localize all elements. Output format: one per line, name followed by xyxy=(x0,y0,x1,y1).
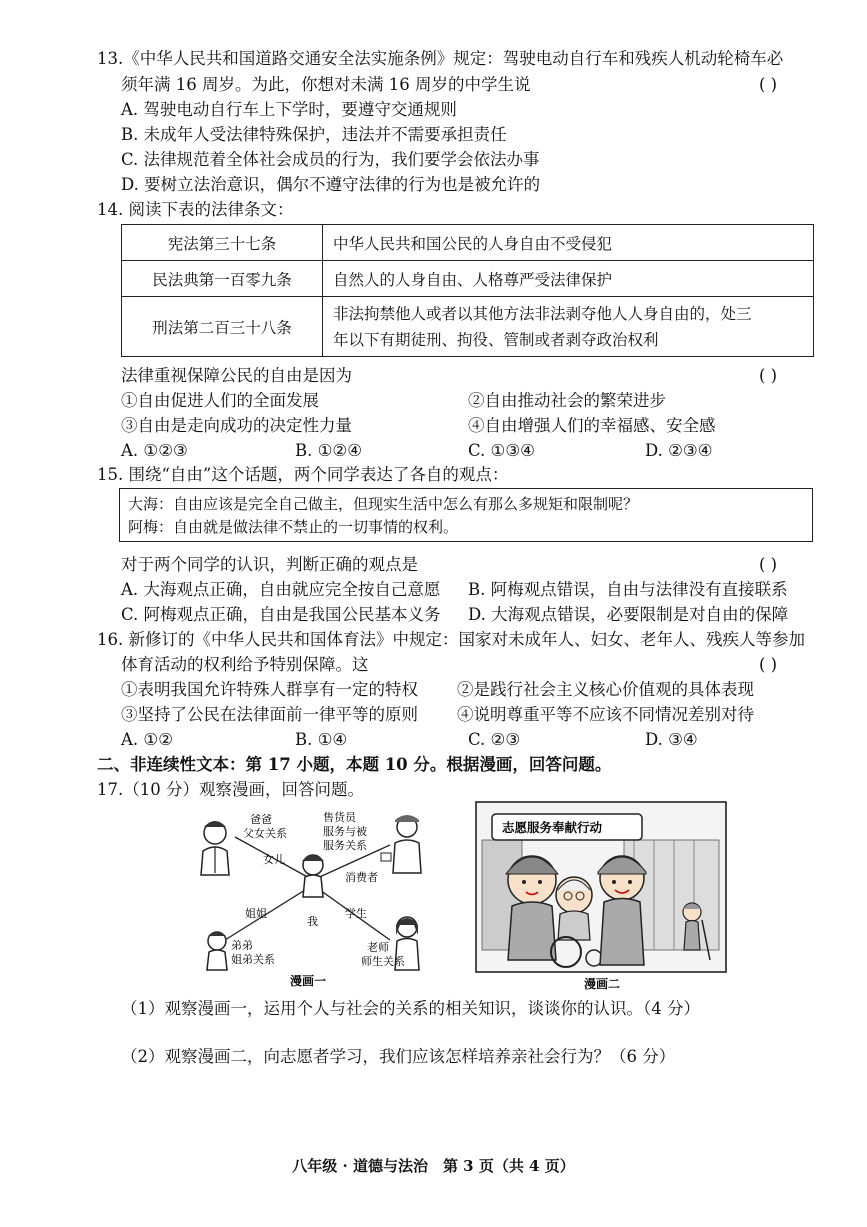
q14-question: 法律重视保障公民的自由是因为 xyxy=(121,366,352,385)
q14-choice-a: A. ①②③ xyxy=(121,441,188,460)
q15-option-d: D. 大海观点错误，必要限制是对自由的保障 xyxy=(468,605,789,624)
q16-item-4: ④说明尊重平等不应该不同情况差别对待 xyxy=(457,705,754,724)
label-serve: 服务与被 xyxy=(323,825,367,838)
q16-item-1: ①表明我国允许特殊人群享有一定的特权 xyxy=(121,680,418,699)
q14-choice-c: C. ①③④ xyxy=(468,441,535,460)
q14-answer-paren[interactable]: ( ) xyxy=(759,366,778,385)
q16-choice-b: B. ①④ xyxy=(295,730,348,749)
q16-line2: 体育活动的权利给予特别保障。这 xyxy=(121,655,369,674)
law-text-line: 非法拘禁他人或者以其他方法非法剥夺他人人身自由的，处三 xyxy=(333,304,752,323)
comic2-caption: 漫画二 xyxy=(584,977,621,991)
q14-stem: 14. 阅读下表的法律条文： xyxy=(97,200,294,219)
q13-option-b: B. 未成年人受法律特殊保护，违法并不需要承担责任 xyxy=(121,125,507,144)
q13-line2: 须年满 16 周岁。为此，你想对未满 16 周岁的中学生说 xyxy=(121,75,531,94)
q13-option-a: A. 驾驶电动自行车上下学时，要遵守交通规则 xyxy=(121,100,457,119)
law-text: 中华人民共和国公民的人身自由不受侵犯 xyxy=(323,225,814,261)
q16-answer-paren[interactable]: ( ) xyxy=(759,655,778,674)
q16-item-3: ③坚持了公民在法律面前一律平等的原则 xyxy=(121,705,418,724)
salesperson-figure-icon xyxy=(381,815,421,873)
label-daughter: 女儿 xyxy=(263,853,285,866)
brother-figure-icon xyxy=(207,932,227,971)
label-sibling-rel: 姐弟关系 xyxy=(231,953,275,966)
q15-question: 对于两个同学的认识，判断正确的观点是 xyxy=(121,555,418,574)
q15-option-b: B. 阿梅观点错误，自由与法律没有直接联系 xyxy=(468,580,788,599)
label-teacher: 老师 xyxy=(367,941,389,954)
law-text-line: 年以下有期徒刑、拘役、管制或者剥夺政治权利 xyxy=(333,330,659,349)
law-name: 民法典第一百零九条 xyxy=(122,261,323,297)
opinion-box xyxy=(119,488,813,542)
q14-item-2: ②自由推动社会的繁荣进步 xyxy=(468,391,666,410)
label-father-daughter: 父女关系 xyxy=(243,827,287,840)
law-text: 自然人的人身自由、人格尊严受法律保护 xyxy=(323,261,814,297)
label-teacher-rel: 师生关系 xyxy=(361,955,405,968)
q14-item-3: ③自由是走向成功的决定性力量 xyxy=(121,416,352,435)
q16-choice-a: A. ①② xyxy=(121,730,173,749)
law-table xyxy=(121,224,814,357)
banner-text: 志愿服务奉献行动 xyxy=(502,820,603,835)
law-name: 刑法第二百三十八条 xyxy=(122,297,323,357)
law-row xyxy=(122,225,814,261)
q16-choice-c: C. ②③ xyxy=(468,730,521,749)
opinion-dahai: 大海：自由应该是完全自己做主，但现实生活中怎么有那么多规矩和限制呢？ xyxy=(128,495,639,513)
comic-volunteer xyxy=(474,800,729,992)
q17-sub2: （2）观察漫画二，向志愿者学习，我们应该怎样培养亲社会行为？（6 分） xyxy=(121,1047,676,1066)
comic-relationships xyxy=(195,805,435,990)
q14-choice-d: D. ②③④ xyxy=(645,441,713,460)
q15-stem: 15. 围绕“自由”这个话题，两个同学表达了各自的观点： xyxy=(97,465,509,484)
q15-option-a: A. 大海观点正确，自由就应完全按自己意愿 xyxy=(121,580,441,599)
q13-line1: 13.《中华人民共和国道路交通安全法实施条例》规定：驾驶电动自行车和残疾人机动轮椅车必 xyxy=(97,49,784,68)
label-brother: 弟弟 xyxy=(231,939,253,952)
label-seller: 售货员 xyxy=(323,811,356,824)
q14-choice-b: B. ①②④ xyxy=(295,441,362,460)
q15-option-c: C. 阿梅观点正确，自由是我国公民基本义务 xyxy=(121,605,441,624)
q17-sub1: （1）观察漫画一，运用个人与社会的关系的相关知识，谈谈你的认识。（4 分） xyxy=(121,999,700,1018)
page-footer: 八年级 · 道德与法治 第 3 页（共 4 页） xyxy=(292,1157,575,1175)
law-text xyxy=(323,297,814,357)
volunteer-boy-icon xyxy=(598,856,646,965)
q16-choice-d: D. ③④ xyxy=(645,730,698,749)
law-name: 宪法第三十七条 xyxy=(122,225,323,261)
label-student: 学生 xyxy=(345,907,367,920)
q15-answer-paren[interactable]: ( ) xyxy=(759,555,778,574)
q13-answer-paren[interactable]: ( ) xyxy=(759,75,778,94)
section-2-heading: 二、非连续性文本：第 17 小题，本题 10 分。根据漫画，回答问题。 xyxy=(97,755,612,774)
law-row xyxy=(122,261,814,297)
father-figure-icon xyxy=(201,821,229,875)
q13-option-c: C. 法律规范着全体社会成员的行为，我们要学会依法办事 xyxy=(121,150,540,169)
q14-item-1: ①自由促进人们的全面发展 xyxy=(121,391,319,410)
label-sister: 姐姐 xyxy=(245,907,267,920)
q13-option-d: D. 要树立法治意识，偶尔不遵守法律的行为也是被允许的 xyxy=(121,175,541,194)
q16-item-2: ②是践行社会主义核心价值观的具体表现 xyxy=(457,680,754,699)
label-me: 我 xyxy=(307,915,318,928)
q14-item-4: ④自由增强人们的幸福感、安全感 xyxy=(468,416,716,435)
comic1-caption: 漫画一 xyxy=(290,974,327,988)
volunteer-girl-icon xyxy=(506,856,558,960)
law-row xyxy=(122,297,814,357)
opinion-amei: 阿梅：自由就是做法律不禁止的一切事情的权利。 xyxy=(128,518,459,536)
label-consumer: 消费者 xyxy=(345,871,378,884)
q17-stem: 17.（10 分）观察漫画，回答问题。 xyxy=(97,780,364,799)
label-serve-rel: 服务关系 xyxy=(323,839,367,852)
q16-line1: 16. 新修订的《中华人民共和国体育法》中规定：国家对未成年人、妇女、老年人、残疾人等参加 xyxy=(97,630,805,649)
label-dad: 爸爸 xyxy=(250,813,272,826)
